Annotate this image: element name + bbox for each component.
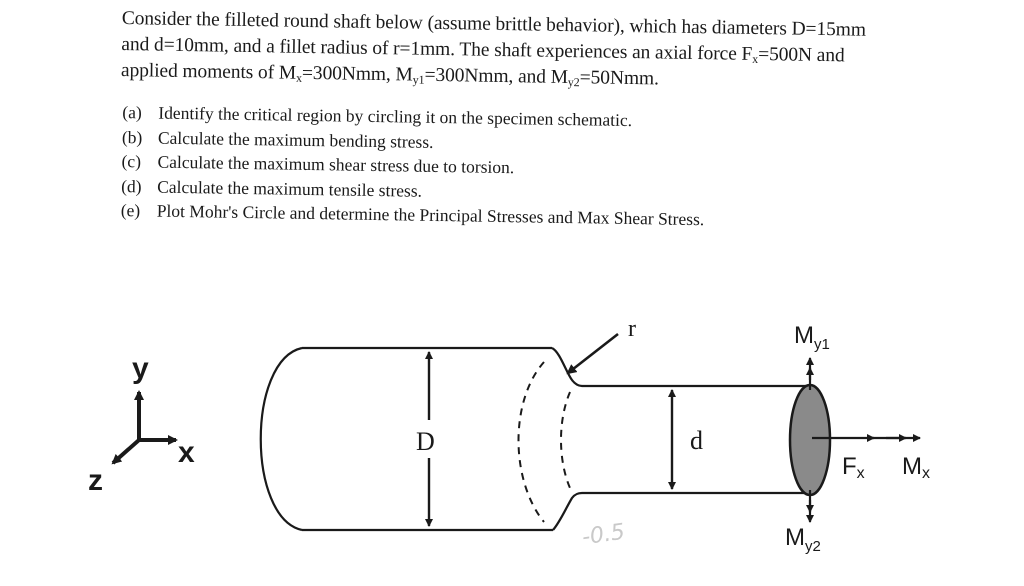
part-d-text: Calculate the maximum tensile stress. bbox=[157, 176, 423, 201]
z-axis-label: z bbox=[88, 464, 103, 497]
dashed-section-lines bbox=[519, 362, 571, 522]
part-a-label: (a) bbox=[122, 102, 142, 123]
intro-line-3d: =50Nmm. bbox=[579, 67, 659, 90]
intro-line-3c: =300Nmm, and M bbox=[424, 64, 569, 89]
end-cross-section bbox=[790, 385, 830, 495]
part-a-text: Identify the critical region by circling it on the specimen schematic. bbox=[158, 102, 633, 131]
mx-label: Mx bbox=[902, 453, 930, 482]
dashed-arc-left bbox=[519, 362, 545, 522]
part-b-label: (b) bbox=[121, 126, 143, 147]
fx-label: Fx bbox=[842, 453, 865, 482]
large-section-left-end bbox=[261, 348, 302, 530]
z-axis-arrow bbox=[113, 440, 139, 463]
r-label: r bbox=[628, 316, 636, 342]
my1-subscript: y1 bbox=[412, 72, 425, 87]
intro-line-2b: =500N and bbox=[757, 43, 845, 67]
d-label: d bbox=[690, 426, 703, 455]
y-axis-label: y bbox=[132, 352, 149, 385]
shaft-outline bbox=[261, 348, 813, 530]
part-c-text: Calculate the maximum shear stress due to torsion. bbox=[157, 151, 515, 178]
bottom-fillet bbox=[553, 493, 582, 530]
my2-label: $M_{y2}$ bbox=[785, 524, 821, 555]
part-e-text: Plot Mohr's Circle and determine the Principal Stresses and Max Shear Stress. bbox=[156, 200, 705, 230]
part-c-label: (c) bbox=[121, 151, 142, 172]
part-b-text: Calculate the maximum bending stress. bbox=[157, 127, 434, 152]
intro-line-1: Consider the filleted round shaft below (assume brittle behavior), which has diameters D=15mm bbox=[121, 7, 867, 41]
fillet-radius-arrow bbox=[568, 334, 618, 373]
part-d-label: (d) bbox=[121, 175, 142, 196]
intro-line-3a: applied moments of M bbox=[120, 59, 297, 84]
x-axis-label: x bbox=[178, 436, 195, 469]
D-label: D bbox=[416, 427, 435, 456]
my2-subscript: y2 bbox=[567, 75, 580, 90]
intro-line-3b: =300Nmm, M bbox=[301, 62, 413, 86]
intro-line-2: and d=10mm, and a fillet radius of r=1mm. The shaft experiences an axial force F bbox=[121, 33, 753, 65]
dashed-arc-right bbox=[561, 392, 570, 488]
pencil-annotation: -0.5 bbox=[580, 519, 627, 551]
fx-subscript: x bbox=[752, 51, 759, 66]
mx-subscript: x bbox=[295, 70, 303, 85]
axis-triad bbox=[113, 392, 176, 463]
part-e-label: (e) bbox=[120, 200, 141, 221]
my1-label: $M_{y1}$ bbox=[794, 322, 830, 353]
